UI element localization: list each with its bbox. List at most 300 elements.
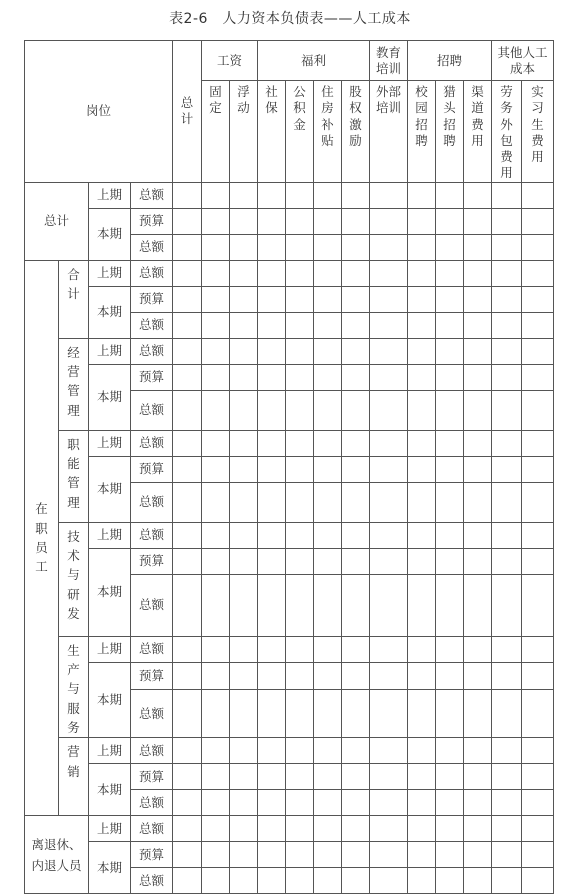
data-cell[interactable]: [202, 234, 230, 260]
data-cell[interactable]: [464, 482, 492, 522]
data-cell[interactable]: [314, 430, 342, 456]
data-cell[interactable]: [286, 868, 314, 894]
data-cell[interactable]: [258, 738, 286, 764]
data-cell[interactable]: [230, 868, 258, 894]
data-cell[interactable]: [522, 842, 554, 868]
data-cell[interactable]: [342, 234, 370, 260]
data-cell[interactable]: [408, 764, 436, 790]
data-cell[interactable]: [202, 662, 230, 690]
data-cell[interactable]: [492, 390, 522, 430]
data-cell[interactable]: [202, 790, 230, 816]
data-cell[interactable]: [436, 636, 464, 662]
data-cell[interactable]: [258, 208, 286, 234]
data-cell[interactable]: [436, 390, 464, 430]
data-cell[interactable]: [464, 208, 492, 234]
data-cell[interactable]: [370, 208, 408, 234]
data-cell[interactable]: [370, 868, 408, 894]
data-cell[interactable]: [258, 816, 286, 842]
data-cell[interactable]: [464, 364, 492, 390]
data-cell[interactable]: [286, 208, 314, 234]
data-cell[interactable]: [408, 738, 436, 764]
data-cell[interactable]: [258, 312, 286, 338]
data-cell[interactable]: [286, 260, 314, 286]
data-cell[interactable]: [230, 662, 258, 690]
data-cell[interactable]: [408, 790, 436, 816]
data-cell[interactable]: [258, 868, 286, 894]
data-cell[interactable]: [408, 312, 436, 338]
data-cell[interactable]: [436, 338, 464, 364]
data-cell[interactable]: [258, 338, 286, 364]
data-cell[interactable]: [436, 662, 464, 690]
data-cell[interactable]: [286, 574, 314, 636]
data-cell[interactable]: [342, 790, 370, 816]
data-cell[interactable]: [342, 208, 370, 234]
data-cell[interactable]: [342, 816, 370, 842]
data-cell[interactable]: [408, 182, 436, 208]
data-cell[interactable]: [436, 690, 464, 738]
data-cell[interactable]: [464, 790, 492, 816]
data-cell[interactable]: [436, 738, 464, 764]
data-cell[interactable]: [408, 690, 436, 738]
data-cell[interactable]: [173, 286, 202, 312]
data-cell[interactable]: [522, 482, 554, 522]
data-cell[interactable]: [230, 208, 258, 234]
data-cell[interactable]: [230, 790, 258, 816]
data-cell[interactable]: [522, 456, 554, 482]
data-cell[interactable]: [230, 182, 258, 208]
data-cell[interactable]: [342, 574, 370, 636]
data-cell[interactable]: [173, 234, 202, 260]
data-cell[interactable]: [436, 364, 464, 390]
data-cell[interactable]: [258, 574, 286, 636]
data-cell[interactable]: [464, 286, 492, 312]
data-cell[interactable]: [342, 456, 370, 482]
data-cell[interactable]: [342, 662, 370, 690]
data-cell[interactable]: [436, 764, 464, 790]
data-cell[interactable]: [314, 816, 342, 842]
data-cell[interactable]: [342, 364, 370, 390]
data-cell[interactable]: [436, 790, 464, 816]
data-cell[interactable]: [173, 522, 202, 548]
data-cell[interactable]: [173, 208, 202, 234]
data-cell[interactable]: [258, 260, 286, 286]
data-cell[interactable]: [286, 312, 314, 338]
data-cell[interactable]: [370, 738, 408, 764]
data-cell[interactable]: [314, 234, 342, 260]
data-cell[interactable]: [342, 548, 370, 574]
data-cell[interactable]: [408, 842, 436, 868]
data-cell[interactable]: [370, 312, 408, 338]
data-cell[interactable]: [436, 286, 464, 312]
data-cell[interactable]: [436, 456, 464, 482]
data-cell[interactable]: [342, 636, 370, 662]
data-cell[interactable]: [230, 636, 258, 662]
data-cell[interactable]: [230, 390, 258, 430]
data-cell[interactable]: [286, 636, 314, 662]
data-cell[interactable]: [522, 636, 554, 662]
data-cell[interactable]: [258, 790, 286, 816]
data-cell[interactable]: [522, 338, 554, 364]
data-cell[interactable]: [464, 548, 492, 574]
data-cell[interactable]: [173, 430, 202, 456]
data-cell[interactable]: [408, 390, 436, 430]
data-cell[interactable]: [286, 182, 314, 208]
data-cell[interactable]: [464, 574, 492, 636]
data-cell[interactable]: [230, 260, 258, 286]
data-cell[interactable]: [173, 764, 202, 790]
data-cell[interactable]: [286, 482, 314, 522]
data-cell[interactable]: [314, 286, 342, 312]
data-cell[interactable]: [230, 548, 258, 574]
data-cell[interactable]: [286, 338, 314, 364]
data-cell[interactable]: [522, 662, 554, 690]
data-cell[interactable]: [258, 764, 286, 790]
data-cell[interactable]: [286, 456, 314, 482]
data-cell[interactable]: [370, 548, 408, 574]
data-cell[interactable]: [522, 182, 554, 208]
data-cell[interactable]: [202, 636, 230, 662]
data-cell[interactable]: [173, 260, 202, 286]
data-cell[interactable]: [230, 522, 258, 548]
data-cell[interactable]: [286, 522, 314, 548]
data-cell[interactable]: [492, 456, 522, 482]
data-cell[interactable]: [286, 764, 314, 790]
data-cell[interactable]: [314, 662, 342, 690]
data-cell[interactable]: [342, 260, 370, 286]
data-cell[interactable]: [522, 364, 554, 390]
data-cell[interactable]: [522, 790, 554, 816]
data-cell[interactable]: [258, 364, 286, 390]
data-cell[interactable]: [202, 208, 230, 234]
data-cell[interactable]: [408, 430, 436, 456]
data-cell[interactable]: [408, 234, 436, 260]
data-cell[interactable]: [464, 182, 492, 208]
data-cell[interactable]: [522, 548, 554, 574]
data-cell[interactable]: [408, 636, 436, 662]
data-cell[interactable]: [408, 208, 436, 234]
data-cell[interactable]: [436, 548, 464, 574]
data-cell[interactable]: [286, 234, 314, 260]
data-cell[interactable]: [464, 816, 492, 842]
data-cell[interactable]: [173, 738, 202, 764]
data-cell[interactable]: [230, 816, 258, 842]
data-cell[interactable]: [436, 522, 464, 548]
data-cell[interactable]: [258, 690, 286, 738]
data-cell[interactable]: [522, 574, 554, 636]
data-cell[interactable]: [258, 482, 286, 522]
data-cell[interactable]: [202, 182, 230, 208]
data-cell[interactable]: [464, 234, 492, 260]
data-cell[interactable]: [173, 390, 202, 430]
data-cell[interactable]: [342, 690, 370, 738]
data-cell[interactable]: [464, 390, 492, 430]
data-cell[interactable]: [286, 548, 314, 574]
data-cell[interactable]: [370, 636, 408, 662]
data-cell[interactable]: [314, 338, 342, 364]
data-cell[interactable]: [522, 234, 554, 260]
data-cell[interactable]: [370, 816, 408, 842]
data-cell[interactable]: [230, 364, 258, 390]
data-cell[interactable]: [370, 390, 408, 430]
data-cell[interactable]: [258, 286, 286, 312]
data-cell[interactable]: [492, 690, 522, 738]
data-cell[interactable]: [522, 522, 554, 548]
data-cell[interactable]: [314, 842, 342, 868]
data-cell[interactable]: [464, 338, 492, 364]
data-cell[interactable]: [202, 312, 230, 338]
data-cell[interactable]: [492, 260, 522, 286]
data-cell[interactable]: [173, 312, 202, 338]
data-cell[interactable]: [370, 690, 408, 738]
data-cell[interactable]: [464, 260, 492, 286]
data-cell[interactable]: [492, 662, 522, 690]
data-cell[interactable]: [230, 430, 258, 456]
data-cell[interactable]: [408, 338, 436, 364]
data-cell[interactable]: [286, 364, 314, 390]
data-cell[interactable]: [230, 842, 258, 868]
data-cell[interactable]: [173, 548, 202, 574]
data-cell[interactable]: [286, 790, 314, 816]
data-cell[interactable]: [492, 738, 522, 764]
data-cell[interactable]: [342, 430, 370, 456]
data-cell[interactable]: [464, 312, 492, 338]
data-cell[interactable]: [492, 868, 522, 894]
data-cell[interactable]: [464, 456, 492, 482]
data-cell[interactable]: [173, 338, 202, 364]
data-cell[interactable]: [370, 522, 408, 548]
data-cell[interactable]: [314, 764, 342, 790]
data-cell[interactable]: [173, 456, 202, 482]
data-cell[interactable]: [370, 338, 408, 364]
data-cell[interactable]: [464, 690, 492, 738]
data-cell[interactable]: [522, 312, 554, 338]
data-cell[interactable]: [464, 764, 492, 790]
data-cell[interactable]: [286, 390, 314, 430]
data-cell[interactable]: [408, 816, 436, 842]
data-cell[interactable]: [492, 636, 522, 662]
data-cell[interactable]: [522, 286, 554, 312]
data-cell[interactable]: [314, 690, 342, 738]
data-cell[interactable]: [202, 690, 230, 738]
data-cell[interactable]: [408, 548, 436, 574]
data-cell[interactable]: [522, 430, 554, 456]
data-cell[interactable]: [230, 574, 258, 636]
data-cell[interactable]: [173, 790, 202, 816]
data-cell[interactable]: [202, 574, 230, 636]
data-cell[interactable]: [492, 574, 522, 636]
data-cell[interactable]: [370, 574, 408, 636]
data-cell[interactable]: [492, 764, 522, 790]
data-cell[interactable]: [436, 574, 464, 636]
data-cell[interactable]: [258, 662, 286, 690]
data-cell[interactable]: [286, 690, 314, 738]
data-cell[interactable]: [522, 868, 554, 894]
data-cell[interactable]: [436, 482, 464, 522]
data-cell[interactable]: [492, 312, 522, 338]
data-cell[interactable]: [314, 790, 342, 816]
data-cell[interactable]: [173, 636, 202, 662]
data-cell[interactable]: [314, 312, 342, 338]
data-cell[interactable]: [202, 738, 230, 764]
data-cell[interactable]: [370, 662, 408, 690]
data-cell[interactable]: [202, 522, 230, 548]
data-cell[interactable]: [436, 234, 464, 260]
data-cell[interactable]: [286, 286, 314, 312]
data-cell[interactable]: [314, 208, 342, 234]
data-cell[interactable]: [342, 522, 370, 548]
data-cell[interactable]: [492, 842, 522, 868]
data-cell[interactable]: [202, 482, 230, 522]
data-cell[interactable]: [202, 456, 230, 482]
data-cell[interactable]: [173, 182, 202, 208]
data-cell[interactable]: [258, 522, 286, 548]
data-cell[interactable]: [258, 636, 286, 662]
data-cell[interactable]: [173, 574, 202, 636]
data-cell[interactable]: [286, 842, 314, 868]
data-cell[interactable]: [258, 456, 286, 482]
data-cell[interactable]: [408, 574, 436, 636]
data-cell[interactable]: [230, 312, 258, 338]
data-cell[interactable]: [408, 286, 436, 312]
data-cell[interactable]: [314, 390, 342, 430]
data-cell[interactable]: [230, 482, 258, 522]
data-cell[interactable]: [408, 260, 436, 286]
data-cell[interactable]: [342, 182, 370, 208]
data-cell[interactable]: [286, 430, 314, 456]
data-cell[interactable]: [202, 764, 230, 790]
data-cell[interactable]: [314, 482, 342, 522]
data-cell[interactable]: [286, 816, 314, 842]
data-cell[interactable]: [342, 842, 370, 868]
data-cell[interactable]: [173, 868, 202, 894]
data-cell[interactable]: [522, 208, 554, 234]
data-cell[interactable]: [258, 234, 286, 260]
data-cell[interactable]: [522, 260, 554, 286]
data-cell[interactable]: [436, 816, 464, 842]
data-cell[interactable]: [230, 738, 258, 764]
data-cell[interactable]: [464, 738, 492, 764]
data-cell[interactable]: [230, 338, 258, 364]
data-cell[interactable]: [314, 548, 342, 574]
data-cell[interactable]: [492, 482, 522, 522]
data-cell[interactable]: [342, 338, 370, 364]
data-cell[interactable]: [202, 842, 230, 868]
data-cell[interactable]: [173, 364, 202, 390]
data-cell[interactable]: [202, 868, 230, 894]
data-cell[interactable]: [492, 182, 522, 208]
data-cell[interactable]: [408, 482, 436, 522]
data-cell[interactable]: [314, 456, 342, 482]
data-cell[interactable]: [370, 764, 408, 790]
data-cell[interactable]: [286, 738, 314, 764]
data-cell[interactable]: [492, 522, 522, 548]
data-cell[interactable]: [370, 430, 408, 456]
data-cell[interactable]: [173, 842, 202, 868]
data-cell[interactable]: [202, 390, 230, 430]
data-cell[interactable]: [286, 662, 314, 690]
data-cell[interactable]: [436, 182, 464, 208]
data-cell[interactable]: [173, 690, 202, 738]
data-cell[interactable]: [202, 286, 230, 312]
data-cell[interactable]: [464, 522, 492, 548]
data-cell[interactable]: [258, 390, 286, 430]
data-cell[interactable]: [258, 182, 286, 208]
data-cell[interactable]: [492, 548, 522, 574]
data-cell[interactable]: [258, 430, 286, 456]
data-cell[interactable]: [258, 548, 286, 574]
data-cell[interactable]: [230, 456, 258, 482]
data-cell[interactable]: [370, 182, 408, 208]
data-cell[interactable]: [342, 868, 370, 894]
data-cell[interactable]: [314, 364, 342, 390]
data-cell[interactable]: [202, 338, 230, 364]
data-cell[interactable]: [314, 260, 342, 286]
data-cell[interactable]: [464, 636, 492, 662]
data-cell[interactable]: [492, 234, 522, 260]
data-cell[interactable]: [436, 312, 464, 338]
data-cell[interactable]: [202, 548, 230, 574]
data-cell[interactable]: [522, 816, 554, 842]
data-cell[interactable]: [436, 260, 464, 286]
data-cell[interactable]: [230, 764, 258, 790]
data-cell[interactable]: [173, 482, 202, 522]
data-cell[interactable]: [202, 364, 230, 390]
data-cell[interactable]: [230, 286, 258, 312]
data-cell[interactable]: [370, 286, 408, 312]
data-cell[interactable]: [492, 790, 522, 816]
data-cell[interactable]: [258, 842, 286, 868]
data-cell[interactable]: [314, 574, 342, 636]
data-cell[interactable]: [342, 482, 370, 522]
data-cell[interactable]: [522, 764, 554, 790]
data-cell[interactable]: [370, 456, 408, 482]
data-cell[interactable]: [492, 430, 522, 456]
data-cell[interactable]: [408, 364, 436, 390]
data-cell[interactable]: [436, 208, 464, 234]
data-cell[interactable]: [230, 690, 258, 738]
data-cell[interactable]: [370, 364, 408, 390]
data-cell[interactable]: [522, 690, 554, 738]
data-cell[interactable]: [202, 430, 230, 456]
data-cell[interactable]: [522, 390, 554, 430]
data-cell[interactable]: [314, 182, 342, 208]
data-cell[interactable]: [342, 286, 370, 312]
data-cell[interactable]: [314, 868, 342, 894]
data-cell[interactable]: [408, 456, 436, 482]
data-cell[interactable]: [464, 430, 492, 456]
data-cell[interactable]: [342, 764, 370, 790]
data-cell[interactable]: [342, 738, 370, 764]
data-cell[interactable]: [202, 260, 230, 286]
data-cell[interactable]: [408, 868, 436, 894]
data-cell[interactable]: [408, 522, 436, 548]
data-cell[interactable]: [202, 816, 230, 842]
data-cell[interactable]: [492, 208, 522, 234]
data-cell[interactable]: [370, 790, 408, 816]
data-cell[interactable]: [370, 234, 408, 260]
data-cell[interactable]: [436, 842, 464, 868]
data-cell[interactable]: [370, 482, 408, 522]
data-cell[interactable]: [342, 390, 370, 430]
data-cell[interactable]: [464, 662, 492, 690]
data-cell[interactable]: [314, 522, 342, 548]
data-cell[interactable]: [173, 816, 202, 842]
data-cell[interactable]: [370, 842, 408, 868]
data-cell[interactable]: [522, 738, 554, 764]
data-cell[interactable]: [492, 286, 522, 312]
data-cell[interactable]: [492, 816, 522, 842]
data-cell[interactable]: [492, 364, 522, 390]
